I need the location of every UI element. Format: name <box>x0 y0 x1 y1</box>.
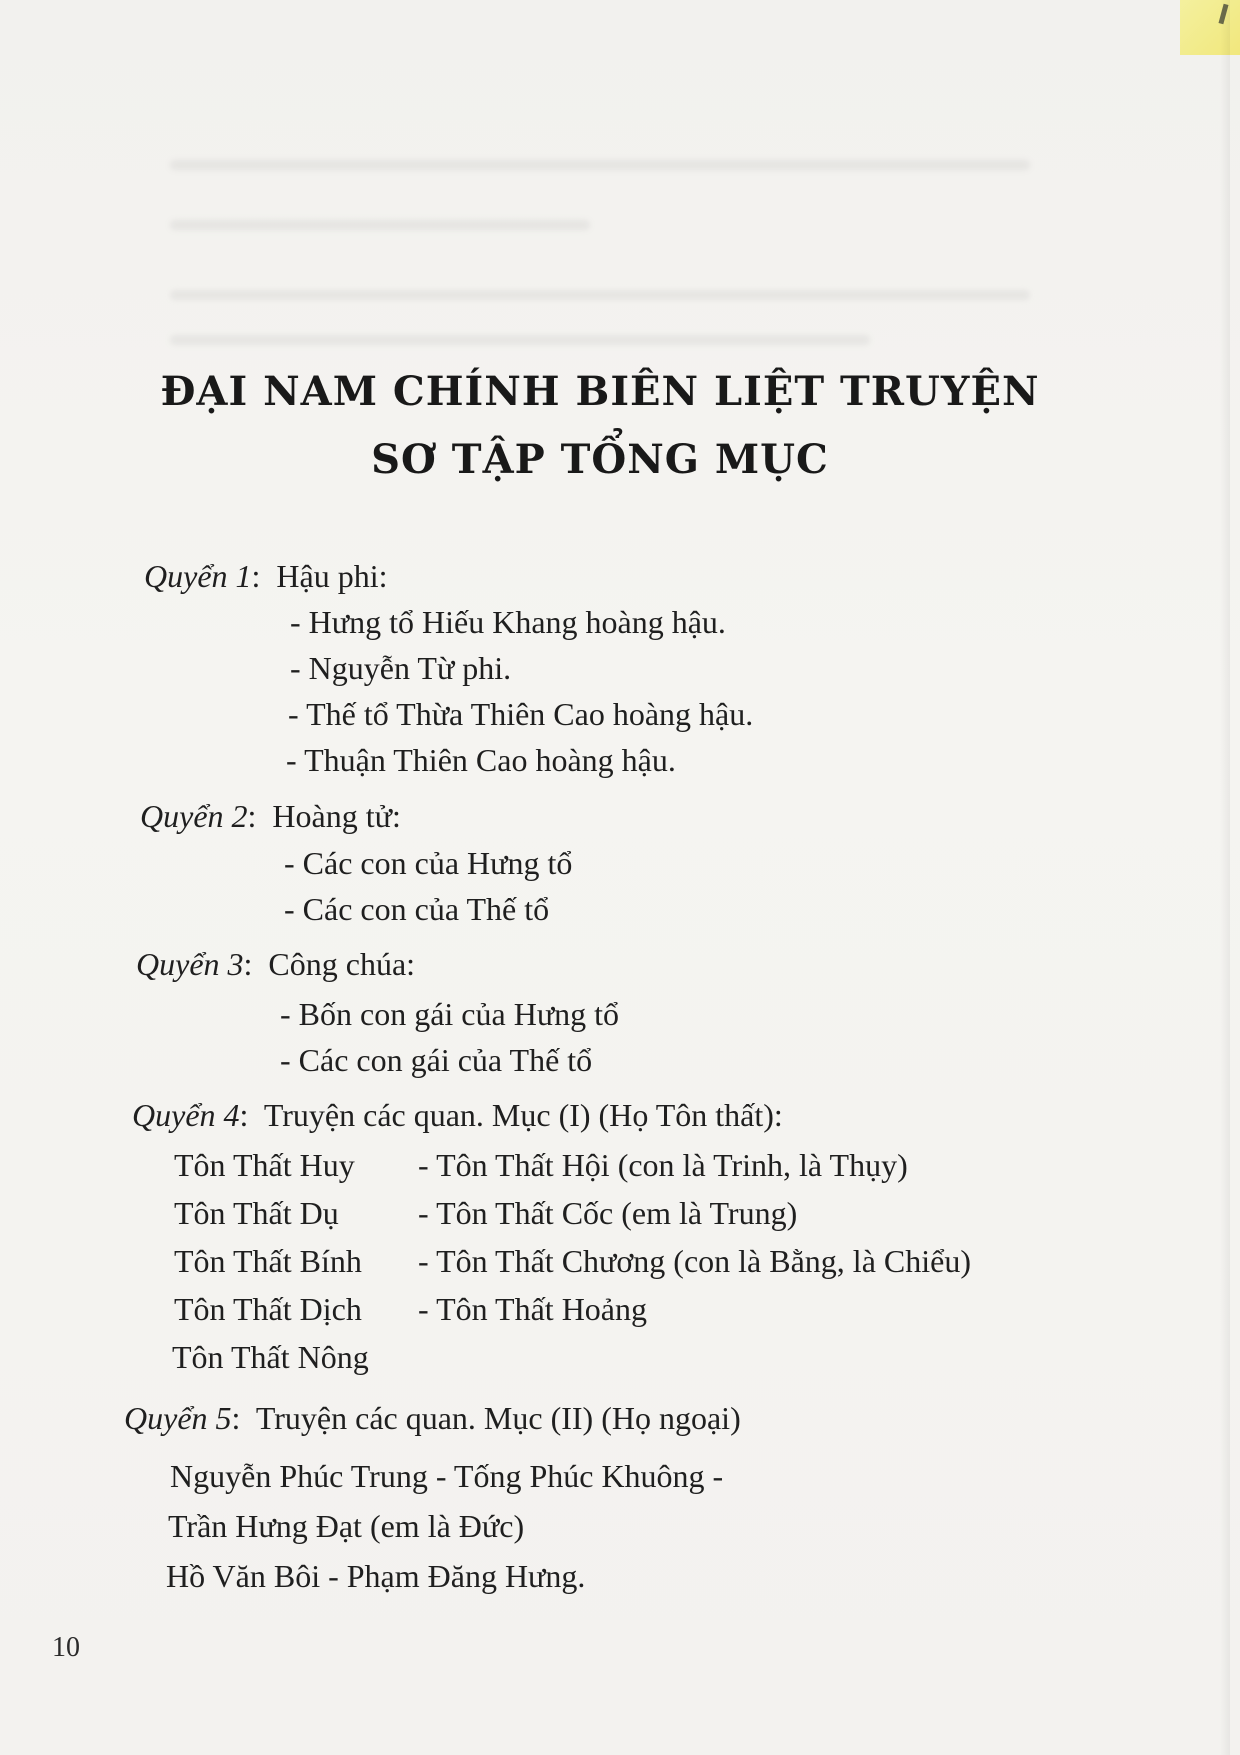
volume-label: Quyển 5 <box>124 1400 232 1436</box>
label-separator: : <box>239 1097 257 1133</box>
page-edge-shadow <box>1220 0 1230 1755</box>
highlight-strip <box>1180 0 1240 55</box>
name-right: - Tôn Thất Hoảng <box>418 1291 647 1327</box>
name-right: - Tôn Thất Hội (con là Trinh, là Thụy) <box>418 1147 908 1183</box>
volume-heading: Truyện các quan. Mục (I) (Họ Tôn thất): <box>263 1097 783 1133</box>
list-item: - Bốn con gái của Hưng tổ <box>280 996 620 1032</box>
page-number: 10 <box>52 1632 80 1663</box>
name-left: Tôn Thất Nông <box>172 1339 369 1375</box>
page-title-line-1: ĐẠI NAM CHÍNH BIÊN LIỆT TRUYỆN <box>160 368 1040 415</box>
name-left: Tôn Thất Bính <box>174 1243 362 1279</box>
list-item: Nguyễn Phúc Trung - Tống Phúc Khuông - <box>170 1458 724 1494</box>
label-separator: : <box>243 946 261 982</box>
bleed-through-line <box>170 220 590 230</box>
bleed-through-line <box>170 160 1030 170</box>
name-right: - Tôn Thất Cốc (em là Trung) <box>418 1195 798 1231</box>
volume-heading: Công chúa: <box>268 946 416 982</box>
list-item: - Các con của Thế tổ <box>284 891 550 927</box>
name-left: Tôn Thất Huy <box>174 1147 355 1183</box>
name-right: - Tôn Thất Chương (con là Bằng, là Chiểu) <box>418 1243 971 1279</box>
page-title-line-2: SƠ TẬP TỔNG MỤC <box>371 436 829 483</box>
label-separator: : <box>247 798 265 834</box>
volume-3-entry <box>136 944 415 984</box>
volume-label: Quyển 2 <box>140 798 248 834</box>
name-left: Tôn Thất Dụ <box>174 1195 339 1231</box>
list-item: - Thế tổ Thừa Thiên Cao hoàng hậu. <box>288 696 754 732</box>
volume-heading: Hậu phi: <box>276 558 388 594</box>
list-item: Hồ Văn Bôi - Phạm Đăng Hưng. <box>166 1558 586 1594</box>
list-item: - Các con gái của Thế tổ <box>280 1042 593 1078</box>
list-item: Trần Hưng Đạt (em là Đức) <box>168 1508 525 1544</box>
volume-heading: Truyện các quan. Mục (II) (Họ ngoại) <box>255 1400 741 1436</box>
volume-1-entry <box>144 556 388 596</box>
volume-heading: Hoàng tử: <box>272 798 401 834</box>
label-separator: : <box>251 558 269 594</box>
volume-label: Quyển 4 <box>132 1097 240 1133</box>
bleed-through-line <box>170 290 1030 300</box>
volume-label: Quyển 1 <box>144 558 252 594</box>
list-item: - Hưng tổ Hiếu Khang hoàng hậu. <box>290 604 726 640</box>
name-left: Tôn Thất Dịch <box>174 1291 362 1327</box>
volume-5-entry <box>124 1398 741 1438</box>
label-separator: : <box>231 1400 249 1436</box>
volume-4-entry <box>132 1095 783 1135</box>
volume-2-entry <box>140 796 401 836</box>
list-item: - Các con của Hưng tổ <box>284 845 573 881</box>
list-item: - Thuận Thiên Cao hoàng hậu. <box>286 742 676 778</box>
list-item: - Nguyễn Từ phi. <box>290 650 512 686</box>
bleed-through-line <box>170 335 870 345</box>
volume-label: Quyển 3 <box>136 946 244 982</box>
